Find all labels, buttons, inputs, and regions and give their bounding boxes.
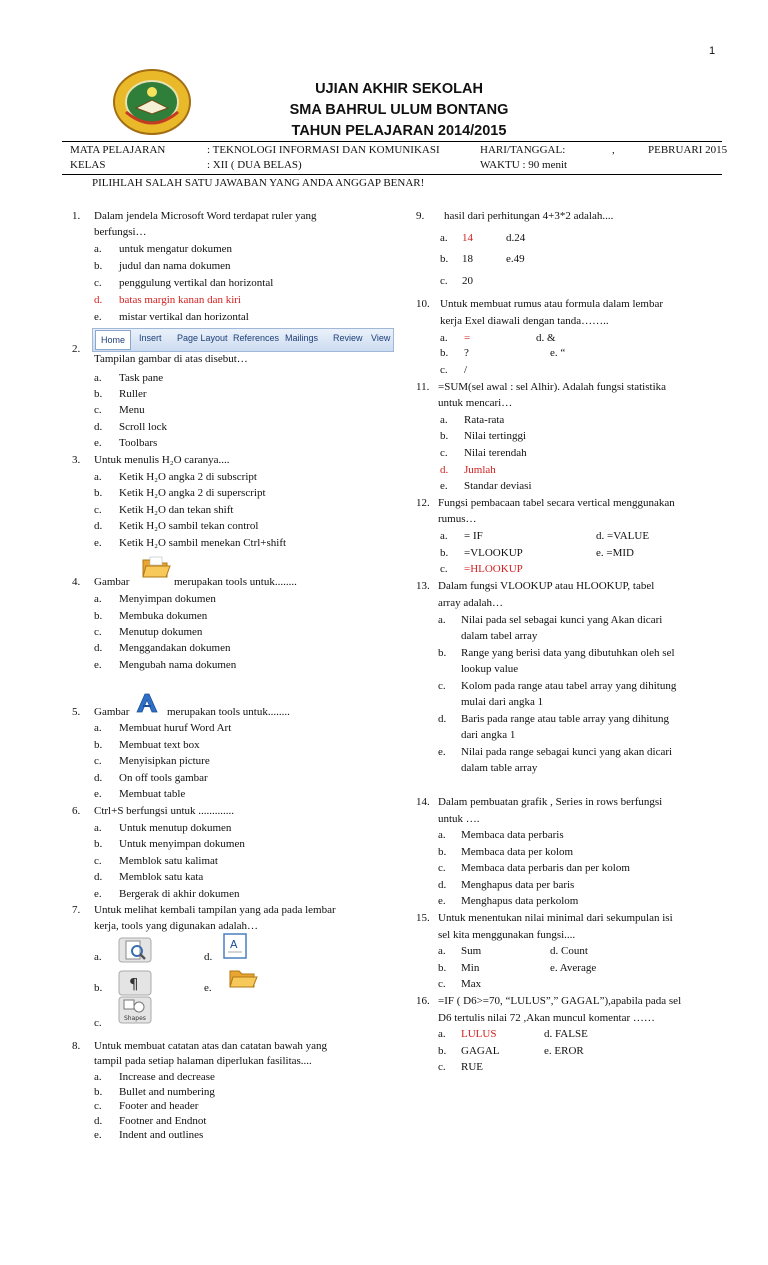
q13-letter-c: c.: [438, 680, 446, 692]
q3-number: 3.: [72, 454, 81, 466]
kelas-value: : XII ( DUA BELAS): [207, 159, 302, 171]
q4-letter-e: e.: [94, 659, 102, 671]
q13-option-d: Baris pada range atau table array yang dihitung: [461, 713, 670, 725]
q13-option-b: Range yang berisi data yang dibutuhkan oleh sel: [461, 647, 675, 659]
ribbon-tab-insert: Insert: [139, 333, 162, 343]
q3-letter-b: b.: [94, 487, 103, 499]
q12-letter-b: b.: [440, 547, 449, 559]
q5-letter-e: e.: [94, 788, 102, 800]
info-rule-top: [62, 141, 722, 142]
q8-text-2: tampil pada setiap halaman diperlukan fasilitas....: [94, 1055, 312, 1067]
q2-option-c: Menu: [119, 404, 145, 416]
q4-letter-c: c.: [94, 626, 102, 638]
school-emblem-icon: [112, 68, 192, 136]
q3-letter-a: a.: [94, 471, 102, 483]
q4-option-c: Menutup dokumen: [119, 626, 203, 638]
q7-text-2: kerja, tools yang digunakan adalah…: [94, 920, 259, 932]
q7-letter-b: b.: [94, 982, 103, 994]
ribbon-tab-home: Home: [95, 330, 131, 350]
q5-text-pre: Gambar: [94, 706, 130, 718]
q8-text: Untuk membuat catatan atas dan catatan bawah yang: [94, 1040, 328, 1052]
q11-text-2: untuk mencari…: [438, 397, 513, 409]
q9-text: hasil dari perhitungan 4+3*2 adalah....: [444, 210, 614, 222]
q2-option-a: Task pane: [119, 372, 164, 384]
q8-number: 8.: [72, 1040, 81, 1052]
q5-letter-a: a.: [94, 722, 102, 734]
q6-number: 6.: [72, 805, 81, 817]
q13-number: 13.: [416, 580, 430, 592]
q7-number: 7.: [72, 904, 81, 916]
q5-option-b: Membuat text box: [119, 739, 200, 751]
q1-number: 1.: [72, 210, 81, 222]
exam-title: UJIAN AKHIR SEKOLAH: [315, 81, 483, 97]
q14-number: 14.: [416, 796, 430, 808]
ribbon-tab-page-layout: Page Layout: [177, 333, 228, 343]
q5-letter-c: c.: [94, 755, 102, 767]
q5-option-e: Membuat table: [119, 788, 186, 800]
q12-letter-a: a.: [440, 530, 448, 542]
q3-letter-d: d.: [94, 520, 103, 532]
q7-letter-e: e.: [204, 982, 212, 994]
q15-text-2: sel kita menggunakan fungsi....: [438, 929, 576, 941]
q2-letter-a: a.: [94, 372, 102, 384]
q2-letter-d: d.: [94, 421, 103, 433]
q10-option-b: ?: [464, 347, 469, 359]
svg-text:A: A: [230, 938, 238, 951]
q8-option-c: Footer and header: [119, 1100, 199, 1112]
q16-text: =IF ( D6>=70, “LULUS”,” GAGAL”),apabila pada sel: [438, 995, 682, 1007]
q8-letter-d: d.: [94, 1115, 103, 1127]
q8-option-a: Increase and decrease: [119, 1071, 215, 1083]
q11-letter-e: e.: [440, 480, 448, 492]
q12-option-d: d. =VALUE: [596, 530, 650, 542]
q13-option-a-2: dalam tabel array: [461, 630, 538, 642]
q13-option-a: Nilai pada sel sebagai kunci yang Akan dicari: [461, 614, 663, 626]
q12-option-a: = IF: [464, 530, 483, 542]
q9-letter-b: b.: [440, 253, 449, 265]
q12-text-2: rumus…: [438, 513, 477, 525]
q1-option-c: penggulung vertikal dan horizontal: [119, 277, 274, 289]
shapes-icon: [118, 996, 152, 1024]
q13-option-c: Kolom pada range atau tabel array yang dihitung: [461, 680, 677, 692]
q5-letter-b: b.: [94, 739, 103, 751]
q4-option-a: Menyimpan dokumen: [119, 593, 216, 605]
q14-letter-b: b.: [438, 846, 447, 858]
q11-option-c: Nilai terendah: [464, 447, 527, 459]
q9-option-e: e.49: [506, 253, 525, 265]
q15-letter-b: b.: [438, 962, 447, 974]
q15-option-e: e. Average: [550, 962, 597, 974]
q1-option-b: judul dan nama dokumen: [119, 260, 231, 272]
q5-option-a: Membuat huruf Word Art: [119, 722, 232, 734]
school-name: SMA BAHRUL ULUM BONTANG: [289, 102, 509, 118]
q2-option-e: Toolbars: [119, 437, 158, 449]
word-art-icon: [135, 692, 159, 714]
q13-option-d-2: dari angka 1: [461, 729, 516, 741]
q1-option-a: untuk mengatur dokumen: [119, 243, 233, 255]
q11-letter-c: c.: [440, 447, 448, 459]
q3-option-d: Ketik H₂O sambil tekan control: [119, 520, 259, 532]
q13-letter-b: b.: [438, 647, 447, 659]
q7-letter-a: a.: [94, 951, 102, 963]
q7-letter-d: d.: [204, 951, 213, 963]
q14-letter-e: e.: [438, 895, 446, 907]
q3-option-a: Ketik H₂O angka 2 di subscript: [119, 471, 257, 483]
q1-text: Dalam jendela Microsoft Word terdapat ruler yang: [94, 210, 317, 222]
q9-number: 9.: [416, 210, 425, 222]
q1-letter-c: c.: [94, 277, 102, 289]
q11-option-b: Nilai tertinggi: [464, 430, 527, 442]
q8-option-e: Indent and outlines: [119, 1129, 204, 1141]
ribbon-tab-view: View: [371, 333, 391, 343]
q14-option-e: Menghapus data perkolom: [461, 895, 579, 907]
q15-option-d: d. Count: [550, 945, 588, 957]
q15-option-a: Sum: [461, 945, 482, 957]
q2-letter-e: e.: [94, 437, 102, 449]
q14-text: Dalam pembuatan grafik , Series in rows berfungsi: [438, 796, 663, 808]
q6-letter-b: b.: [94, 838, 103, 850]
q4-letter-d: d.: [94, 642, 103, 654]
q13-option-e-2: dalam table array: [461, 762, 538, 774]
q9-option-b: 18: [462, 253, 473, 265]
q6-option-b: Untuk menyimpan dokumen: [119, 838, 245, 850]
q10-option-d: d. &: [536, 332, 556, 344]
q10-text: Untuk membuat rumus atau formula dalam lembar: [440, 298, 663, 310]
q14-letter-a: a.: [438, 829, 446, 841]
q15-letter-a: a.: [438, 945, 446, 957]
q6-option-e: Bergerak di akhir dokumen: [119, 888, 240, 900]
q10-number: 10.: [416, 298, 430, 310]
q3-option-b: Ketik H₂O angka 2 di superscript: [119, 487, 266, 499]
q16-option-c: RUE: [461, 1061, 483, 1073]
q2-letter-c: c.: [94, 404, 102, 416]
q6-letter-a: a.: [94, 822, 102, 834]
q3-letter-e: e.: [94, 537, 102, 549]
q15-option-b: Min: [461, 962, 480, 974]
q4-text-pre: Gambar: [94, 576, 130, 588]
kelas-label: KELAS: [70, 159, 106, 171]
q12-option-e: e. =MID: [596, 547, 634, 559]
q13-letter-a: a.: [438, 614, 446, 626]
q10-letter-c: c.: [440, 364, 448, 376]
q16-letter-b: b.: [438, 1045, 447, 1057]
q9-option-c: 20: [462, 275, 473, 287]
date-value: PEBRUARI 2015: [648, 144, 728, 156]
q16-text-2: D6 tertulis nilai 72 ,Akan muncul komentar ……: [438, 1012, 655, 1024]
ribbon-tabs-image: [92, 328, 394, 352]
q1-letter-e: e.: [94, 311, 102, 323]
info-rule-bottom: [62, 174, 722, 175]
q4-letter-a: a.: [94, 593, 102, 605]
q6-letter-c: c.: [94, 855, 102, 867]
print-preview-icon: [118, 937, 152, 963]
q4-option-b: Membuka dokumen: [119, 610, 208, 622]
q1-letter-a: a.: [94, 243, 102, 255]
q6-option-c: Memblok satu kalimat: [119, 855, 218, 867]
q12-number: 12.: [416, 497, 430, 509]
q16-letter-a: a.: [438, 1028, 446, 1040]
q14-letter-c: c.: [438, 862, 446, 874]
q6-letter-d: d.: [94, 871, 103, 883]
academic-year: TAHUN PELAJARAN 2014/2015: [291, 123, 507, 139]
q8-letter-e: e.: [94, 1129, 102, 1141]
q5-text-post: merupakan tools untuk........: [167, 706, 290, 718]
q3-text: Untuk menulis H₂O caranya....: [94, 454, 230, 466]
q5-number: 5.: [72, 706, 81, 718]
q3-letter-c: c.: [94, 504, 102, 516]
q1-letter-d: d.: [94, 294, 103, 306]
waktu: WAKTU : 90 menit: [480, 159, 568, 171]
q1-text-2: berfungsi…: [94, 226, 147, 238]
q6-letter-e: e.: [94, 888, 102, 900]
q11-option-a: Rata-rata: [464, 414, 505, 426]
q14-letter-d: d.: [438, 879, 447, 891]
q9-letter-c: c.: [440, 275, 448, 287]
q7-text: Untuk melihat kembali tampilan yang ada pada lembar: [94, 904, 336, 916]
page-number: 1: [709, 45, 716, 57]
q13-letter-e: e.: [438, 746, 446, 758]
q10-letter-a: a.: [440, 332, 448, 344]
q5-letter-d: d.: [94, 772, 103, 784]
q12-text: Fungsi pembacaan tabel secara vertical menggunakan: [438, 497, 675, 509]
q14-option-d: Menghapus data per baris: [461, 879, 575, 891]
q8-option-b: Bullet and numbering: [119, 1086, 215, 1098]
q2-letter-b: b.: [94, 388, 103, 400]
date-sep: ,: [612, 144, 615, 156]
mapel-label: MATA PELAJARAN: [70, 144, 166, 156]
q8-letter-c: c.: [94, 1100, 102, 1112]
q5-option-d: On off tools gambar: [119, 772, 208, 784]
q3-option-e: Ketik H₂O sambil menekan Ctrl+shift: [119, 537, 287, 549]
q8-letter-b: b.: [94, 1086, 103, 1098]
q13-text-2: array adalah…: [438, 597, 504, 609]
shapes-label: Shapes: [124, 1015, 146, 1022]
open-folder-icon: [141, 554, 171, 580]
show-hide-paragraph-icon: [118, 970, 152, 996]
instruction: PILIHLAH SALAH SATU JAWABAN YANG ANDA ANGGAP BENAR!: [92, 177, 425, 189]
q14-option-b: Membaca data per kolom: [461, 846, 574, 858]
q11-letter-b: b.: [440, 430, 449, 442]
q13-option-e: Nilai pada range sebagai kunci yang akan dicari: [461, 746, 673, 758]
q16-option-d: d. FALSE: [544, 1028, 588, 1040]
q8-letter-a: a.: [94, 1071, 102, 1083]
q8-option-d: Footner and Endnot: [119, 1115, 207, 1127]
q15-letter-c: c.: [438, 978, 446, 990]
q10-option-a: =: [464, 332, 471, 344]
q14-text-2: untuk ….: [438, 813, 480, 825]
q13-option-b-2: lookup value: [461, 663, 519, 675]
q11-letter-d: d.: [440, 464, 449, 476]
q13-option-c-2: mulai dari angka 1: [461, 696, 544, 708]
q13-letter-d: d.: [438, 713, 447, 725]
q16-option-e: e. EROR: [544, 1045, 584, 1057]
q10-option-c: /: [464, 364, 468, 376]
q12-option-b: =VLOOKUP: [464, 547, 523, 559]
q4-number: 4.: [72, 576, 81, 588]
q5-option-c: Menyisipkan picture: [119, 755, 210, 767]
ribbon-tab-mailings: Mailings: [285, 333, 319, 343]
q11-text: =SUM(sel awal : sel Alhir). Adalah fungsi statistika: [438, 381, 667, 393]
q11-number: 11.: [416, 381, 430, 393]
q1-letter-b: b.: [94, 260, 103, 272]
q14-option-a: Membaca data perbaris: [461, 829, 564, 841]
q2-number: 2.: [72, 343, 81, 355]
text-box-icon: [222, 932, 248, 960]
q1-option-d: batas margin kanan dan kiri: [119, 294, 241, 306]
q13-text: Dalam fungsi VLOOKUP atau HLOOKUP, tabel: [438, 580, 655, 592]
q6-option-a: Untuk menutup dokumen: [119, 822, 232, 834]
q12-option-c: =HLOOKUP: [464, 563, 523, 575]
mapel-value: : TEKNOLOGI INFORMASI DAN KOMUNIKASI: [207, 144, 440, 156]
q10-letter-b: b.: [440, 347, 449, 359]
q2-option-d: Scroll lock: [119, 421, 167, 433]
q1-option-e: mistar vertikal dan horizontal: [119, 311, 249, 323]
q11-option-e: Standar deviasi: [464, 480, 532, 492]
q16-letter-c: c.: [438, 1061, 446, 1073]
q4-letter-b: b.: [94, 610, 103, 622]
date-label: HARI/TANGGAL:: [480, 144, 566, 156]
q4-option-d: Menggandakan dokumen: [119, 642, 231, 654]
q11-letter-a: a.: [440, 414, 448, 426]
q9-option-d: d.24: [506, 232, 526, 244]
q15-number: 15.: [416, 912, 430, 924]
q3-option-c: Ketik H₂O dan tekan shift: [119, 504, 234, 516]
q6-text: Ctrl+S berfungsi untuk .............: [94, 805, 235, 817]
q16-option-b: GAGAL: [461, 1045, 500, 1057]
q15-text: Untuk menentukan nilai minimal dari sekumpulan isi: [438, 912, 673, 924]
q2-option-b: Ruller: [119, 388, 147, 400]
q14-option-c: Membaca data perbaris dan per kolom: [461, 862, 630, 874]
q16-number: 16.: [416, 995, 430, 1007]
q2-text: Tampilan gambar di atas disebut…: [94, 353, 248, 365]
q6-option-d: Memblok satu kata: [119, 871, 204, 883]
ribbon-tab-review: Review: [333, 333, 363, 343]
q4-text-post: merupakan tools untuk........: [174, 576, 297, 588]
open-folder-icon: [228, 966, 258, 990]
q4-option-e: Mengubah nama dokumen: [119, 659, 237, 671]
q16-option-a: LULUS: [461, 1028, 497, 1040]
q11-option-d: Jumlah: [464, 464, 496, 476]
right-column: [416, 208, 726, 1088]
svg-text:¶: ¶: [129, 975, 139, 993]
q10-text-2: kerja Exel diawali dengan tanda……..: [440, 315, 609, 327]
q7-letter-c: c.: [94, 1017, 102, 1029]
q9-letter-a: a.: [440, 232, 448, 244]
q9-option-a: 14: [462, 232, 473, 244]
q12-letter-c: c.: [440, 563, 448, 575]
q15-option-c: Max: [461, 978, 482, 990]
q10-option-e: e. “: [550, 347, 566, 359]
ribbon-tab-references: References: [233, 333, 280, 343]
